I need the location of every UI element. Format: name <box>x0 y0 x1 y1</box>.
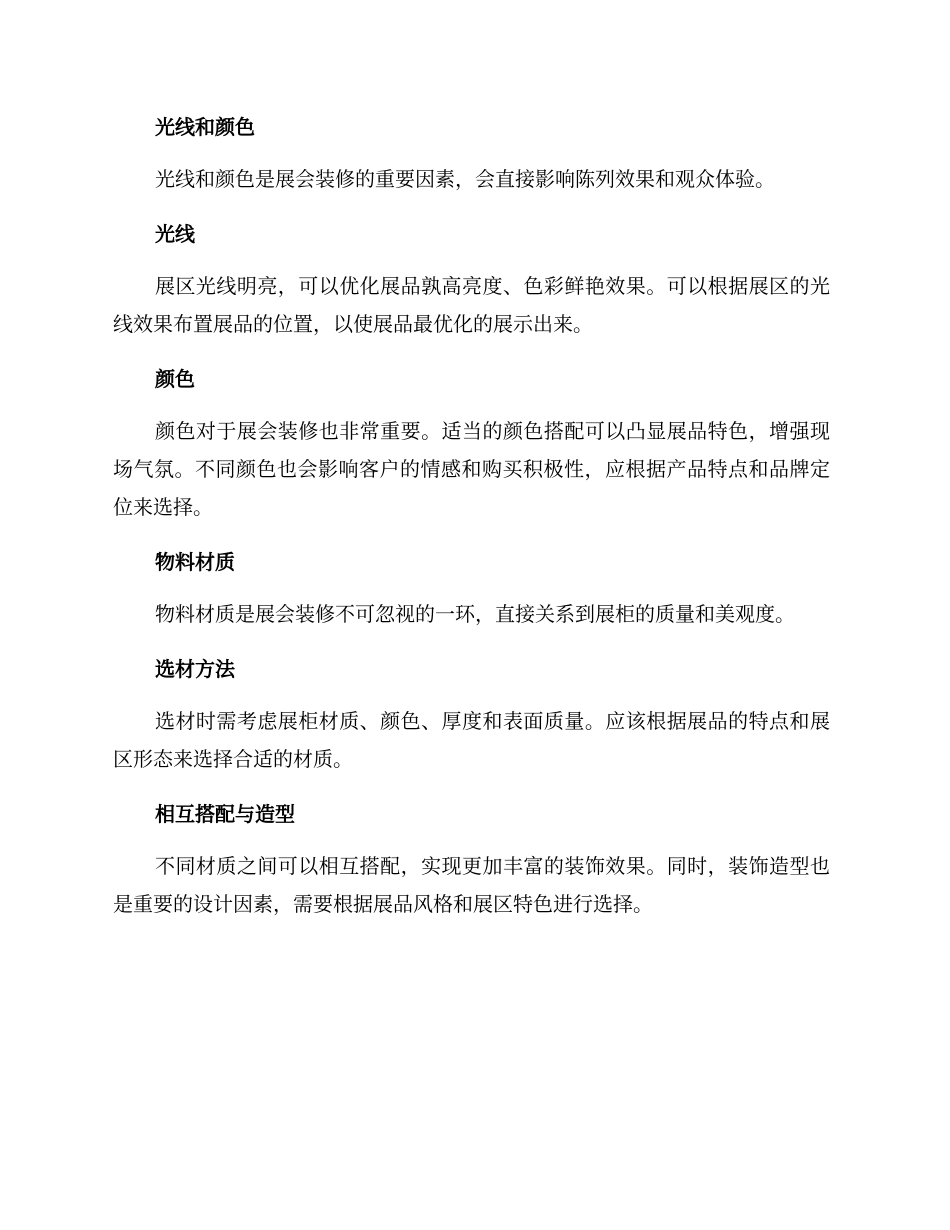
section-heading: 物料材质 <box>155 550 235 574</box>
section-heading: 光线和颜色 <box>155 115 255 139</box>
section-heading: 相互搭配与造型 <box>155 802 295 826</box>
section-paragraph: 选材时需考虑展柜材质、颜色、厚度和表面质量。应该根据展品的特点和展区形态来选择合适的材质。 <box>113 709 830 771</box>
section-paragraph: 光线和颜色是展会装修的重要因素，会直接影响陈列效果和观众体验。 <box>155 167 775 191</box>
section-paragraph: 颜色对于展会装修也非常重要。适当的颜色搭配可以凸显展品特色，增强现场气氛。不同颜色也会影响客户的情感和购买积极性，应根据产品特点和品牌定位来选择。 <box>113 419 830 519</box>
section-heading: 颜色 <box>155 367 195 391</box>
section-paragraph: 物料材质是展会装修不可忽视的一环，直接关系到展柜的质量和美观度。 <box>155 602 795 626</box>
section-heading: 光线 <box>155 222 195 246</box>
section-heading: 选材方法 <box>155 657 235 681</box>
document-body <box>113 108 830 940</box>
section-paragraph: 不同材质之间可以相互搭配，实现更加丰富的装饰效果。同时，装饰造型也是重要的设计因素，需要根据展品风格和展区特色进行选择。 <box>113 854 830 916</box>
section-paragraph: 展区光线明亮，可以优化展品孰高亮度、色彩鲜艳效果。可以根据展区的光线效果布置展品的位置，以使展品最优化的展示出来。 <box>113 274 830 336</box>
